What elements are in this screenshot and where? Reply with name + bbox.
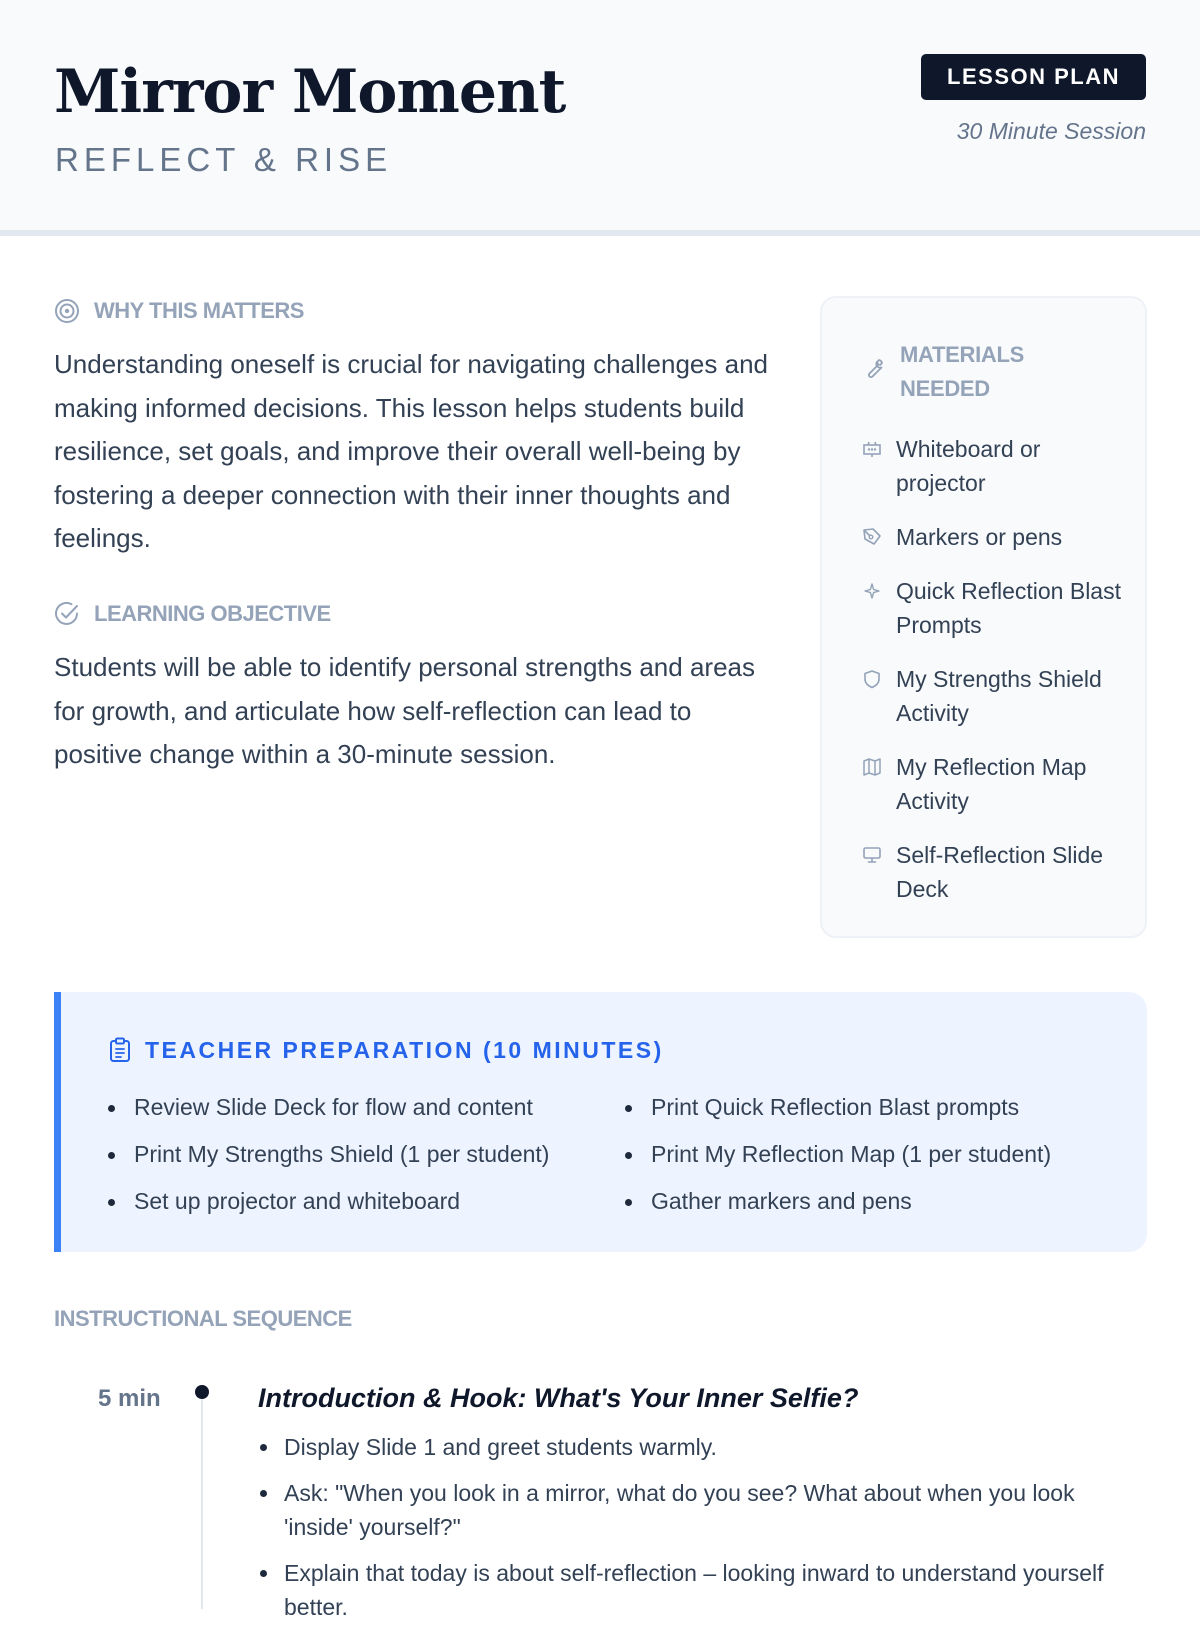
why-heading-label: WHY THIS MATTERS: [94, 298, 304, 323]
prep-item: Gather markers and pens: [623, 1178, 1051, 1225]
prep-heading-label: TEACHER PREPARATION (10 MINUTES): [145, 1036, 664, 1063]
materials-heading-label: MATERIALS NEEDED: [900, 342, 1024, 401]
objective-heading-label: LEARNING OBJECTIVE: [94, 601, 331, 626]
materials-item: [862, 432, 1132, 500]
materials-item-label: My Strengths Shield Activity: [896, 666, 1102, 726]
prep-item: Review Slide Deck for flow and content: [106, 1084, 549, 1131]
why-heading: [54, 296, 304, 326]
prep-item: Print Quick Reflection Blast prompts: [623, 1084, 1051, 1131]
page-title: Mirror Moment: [54, 57, 566, 127]
materials-item-label: My Reflection Map Activity: [896, 754, 1087, 814]
lesson-plan-badge: LESSON PLAN: [921, 54, 1146, 100]
materials-item: [862, 838, 1132, 906]
page-subtitle: REFLECT & RISE: [55, 141, 393, 178]
materials-heading: [862, 338, 1070, 406]
step-point: Ask: "When you look in a mirror, what do you see? What about when you look 'inside' yourself?": [258, 1476, 1148, 1544]
check-circle-icon: [54, 601, 80, 627]
materials-item-label: Markers or pens: [896, 524, 1063, 550]
step-point: Explain that today is about self-reflection – looking inward to understand yourself better.: [258, 1556, 1148, 1624]
sequence-heading: INSTRUCTIONAL SEQUENCE: [54, 1306, 352, 1331]
materials-item: [862, 662, 1132, 730]
lesson-header: [0, 0, 1200, 236]
materials-card: [820, 296, 1147, 938]
map-icon: [862, 750, 882, 784]
materials-item: [862, 520, 1132, 554]
step-duration: 5 min: [98, 1385, 161, 1412]
prep-item: Print My Reflection Map (1 per student): [623, 1131, 1051, 1178]
monitor-icon: [862, 838, 882, 872]
presentation-icon: [862, 432, 882, 466]
session-duration: 30 Minute Session: [956, 118, 1146, 144]
timeline-line: [201, 1399, 203, 1609]
materials-item-label: Quick Reflection Blast Prompts: [896, 578, 1121, 638]
objective-heading: [54, 599, 331, 629]
prep-item: Set up projector and whiteboard: [106, 1178, 549, 1225]
materials-item: [862, 574, 1132, 642]
step-point: Display Slide 1 and greet students warmly.: [258, 1430, 1148, 1464]
prep-list-right: [623, 1084, 1051, 1225]
objective-text: Students will be able to identify personal strengths and areas for growth, and articulate how self-reflection can lead to positive change within a 30-minute session.: [54, 652, 755, 769]
prep-item: Print My Strengths Shield (1 per student): [106, 1131, 549, 1178]
pen-icon: [862, 520, 882, 554]
shield-icon: [862, 662, 882, 696]
target-icon: [54, 298, 80, 324]
step-title: Introduction & Hook: What's Your Inner Selfie?: [258, 1383, 859, 1413]
clipboard-icon: [109, 1037, 131, 1063]
materials-item-label: Self-Reflection Slide Deck: [896, 842, 1104, 902]
wrench-icon: [862, 356, 886, 380]
why-text: Understanding oneself is crucial for navigating challenges and making informed decisions. This lesson helps students build resilience, set goals, and improve their overall well-being by fostering a deeper connection with their inner thoughts and feelings.: [54, 349, 768, 553]
materials-list: [862, 432, 1132, 926]
materials-item-label: Whiteboard or projector: [896, 436, 1041, 496]
teacher-prep-box: [54, 992, 1147, 1252]
sparkle-icon: [862, 574, 882, 608]
step-points: [258, 1430, 1148, 1636]
prep-list-left: [106, 1084, 549, 1225]
timeline-dot: [195, 1385, 209, 1399]
materials-item: [862, 750, 1132, 818]
prep-heading: [109, 1032, 664, 1068]
